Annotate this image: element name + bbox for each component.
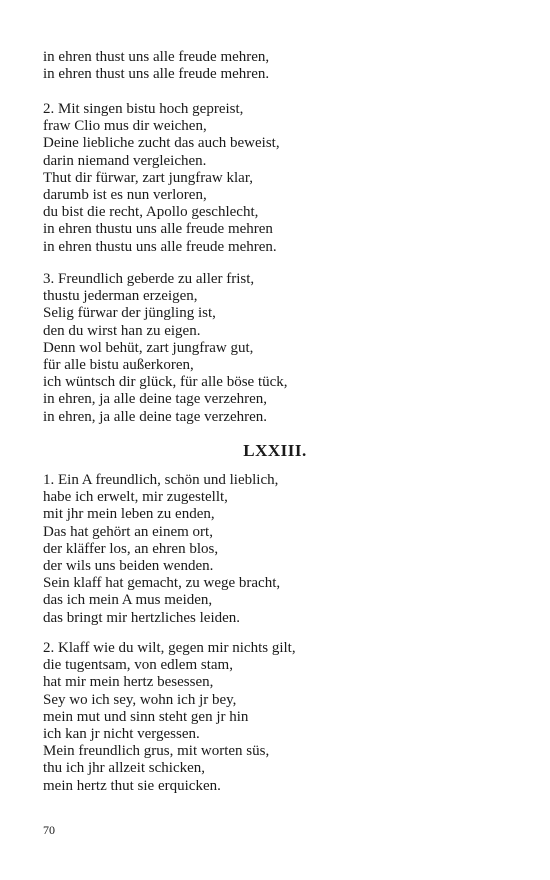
verse-line: 2. Mit singen bistu hoch gepreist, xyxy=(43,101,244,117)
verse-line: 2. Klaff wie du wilt, gegen mir nichts gilt, xyxy=(43,640,296,656)
verse-line: in ehren, ja alle deine tage verzehren. xyxy=(43,408,268,425)
verse-line: hat mir mein hertz besessen, xyxy=(43,674,214,691)
verse-line: Sein klaff hat gemacht, zu wege bracht, xyxy=(43,575,281,592)
verse-line: thustu jederman erzeigen, xyxy=(43,288,198,305)
verse-line: das bringt mir hertzliches leiden. xyxy=(43,609,241,626)
verse-line: du bist die recht, Apollo geschlecht, xyxy=(43,204,259,221)
verse-line: ich kan jr nicht vergessen. xyxy=(43,726,200,743)
song-heading: LXXIII. xyxy=(243,441,307,460)
verse-line: fraw Clio mus dir weichen, xyxy=(43,118,207,135)
verse-line: mein hertz thut sie erquicken. xyxy=(43,777,221,794)
verse-line: Das hat gehört an einem ort, xyxy=(43,523,213,540)
verse-line: ich wüntsch dir glück, für alle böse tück, xyxy=(43,374,288,391)
stanza-1-lower xyxy=(43,472,280,627)
verse-line: 3. Freundlich geberde zu aller frist, xyxy=(43,271,255,287)
stanza-2-lower xyxy=(43,640,296,795)
verse-line: habe ich erwelt, mir zugestellt, xyxy=(43,489,228,506)
stanza-3-upper xyxy=(43,271,288,426)
verse-line: für alle bistu außerkoren, xyxy=(43,357,194,374)
verse-line: in ehren thustu uns alle freude mehren. xyxy=(43,238,277,255)
verse-line: den du wirst han zu eigen. xyxy=(43,322,201,339)
verse-line: in ehren thustu uns alle freude mehren xyxy=(43,221,273,238)
verse-line: in ehren thust uns alle freude mehren. xyxy=(43,66,270,83)
stanza-2-upper xyxy=(43,101,280,256)
verse-line: Selig fürwar der jüngling ist, xyxy=(43,305,216,322)
verse-line: der kläffer los, an ehren blos, xyxy=(43,540,219,557)
verse-line: Thut dir fürwar, zart jungfraw klar, xyxy=(43,169,253,186)
verse-line: darumb ist es nun verloren, xyxy=(43,187,207,204)
verse-line: Sey wo ich sey, wohn ich jr bey, xyxy=(43,691,237,708)
verse-line: mein mut und sinn steht gen jr hin xyxy=(43,708,249,725)
verse-line: Denn wol behüt, zart jungfraw gut, xyxy=(43,339,254,356)
verse-line: das ich mein A mus meiden, xyxy=(43,592,213,609)
verse-line: der wils uns beiden wenden. xyxy=(43,558,214,575)
verse-line: darin niemand vergleichen. xyxy=(43,152,207,169)
verse-line: die tugentsam, von edlem stam, xyxy=(43,657,233,674)
page-number: 70 xyxy=(43,823,55,837)
verse-line: mit jhr mein leben zu enden, xyxy=(43,506,215,523)
stanza-refrain-end xyxy=(43,49,269,83)
verse-line: Mein freundlich grus, mit worten süs, xyxy=(43,743,270,760)
verse-line: in ehren, ja alle deine tage verzehren, xyxy=(43,391,268,408)
verse-line: Deine liebliche zucht das auch beweist, xyxy=(43,135,280,152)
verse-line: 1. Ein A freundlich, schön und lieblich, xyxy=(43,472,279,488)
verse-line: thu ich jhr allzeit schicken, xyxy=(43,760,206,777)
verse-line: in ehren thust uns alle freude mehren, xyxy=(43,49,270,65)
